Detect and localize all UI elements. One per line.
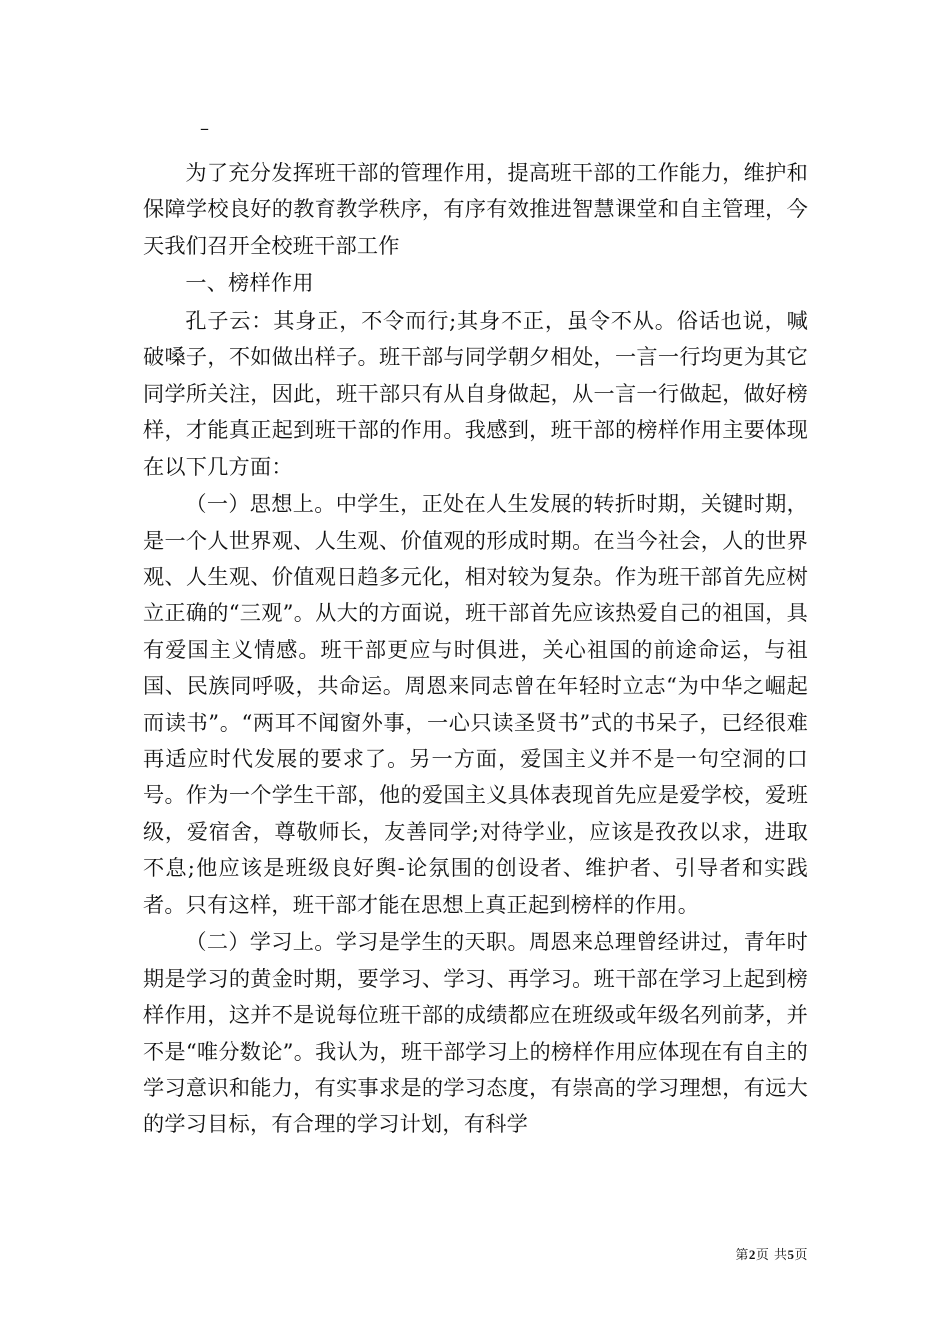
header-mark: – [200, 118, 209, 139]
paragraph-confucius: 孔子云：其身正，不令而行;其身不正，虽令不从。俗话也说，喊破嗓子，不如做出样子。班干部与同学朝夕相处，一言一行均更为其它同学所关注，因此，班干部只有从自身做起，从一言一行做起，做好榜样，才能真正起到班干部的作用。我感到，班干部的榜样作用主要体现在以下几方面： [143, 308, 808, 479]
page-footer [735, 1247, 808, 1264]
paragraph-thought: （一）思想上。中学生，正处在人生发展的转折时期，关键时期，是一个人世界观、人生观、价值观的形成时期。在当今社会，人的世界观、人生观、价值观日趋多元化，相对较为复杂。作为班干部首先应树立正确的“三观”。从大的方面说，班干部首先应该热爱自己的祖国，具有爱国主义情感。班干部更应与时俱进，关心祖国的前途命运，与祖国、民族同呼吸，共命运。周恩来同志曾在年轻时立志“为中华之崛起而读书”。“两耳不闻窗外事，一心只读圣贤书”式的书呆子，已经很难再适应时代发展的要求了。另一方面，爱国主义并不是一句空洞的口号。作为一个学生干部，他的爱国主义具体表现首先应是爱学校，爱班级，爱宿舍，尊敬师长，友善同学;对待学业，应该是孜孜以求，进取不息;他应该是班级良好舆-论氛围的创设者、维护者、引导者和实践者。只有这样，班干部才能在思想上真正起到榜样的作用。 [143, 491, 808, 917]
paragraph-study: （二）学习上。学习是学生的天职。周恩来总理曾经讲过，青年时期是学习的黄金时期，要学习、学习、再学习。班干部在学习上起到榜样作用，这并不是说每位班干部的成绩都应在班级或年级名列前茅，并不是“唯分数论”。我认为，班干部学习上的榜样作用应体现在有自主的学习意识和能力，有实事求是的学习态度，有崇高的学习理想，有远大的学习目标，有合理的学习计划，有科学 [143, 929, 808, 1137]
footer-page-number: 2 [748, 1247, 756, 1262]
paragraph-intro: 为了充分发挥班干部的管理作用，提高班干部的工作能力，维护和保障学校良好的教育教学秩序，有序有效推进智慧课堂和自主管理，今天我们召开全校班干部工作 [143, 160, 808, 258]
body-text [143, 155, 808, 1144]
footer-suffix: 页 [794, 1248, 808, 1263]
footer-prefix: 第 [735, 1248, 749, 1263]
section-heading: 一、榜样作用 [185, 270, 314, 296]
footer-middle: 页 共 [755, 1248, 788, 1263]
footer-total-pages: 5 [787, 1247, 795, 1262]
